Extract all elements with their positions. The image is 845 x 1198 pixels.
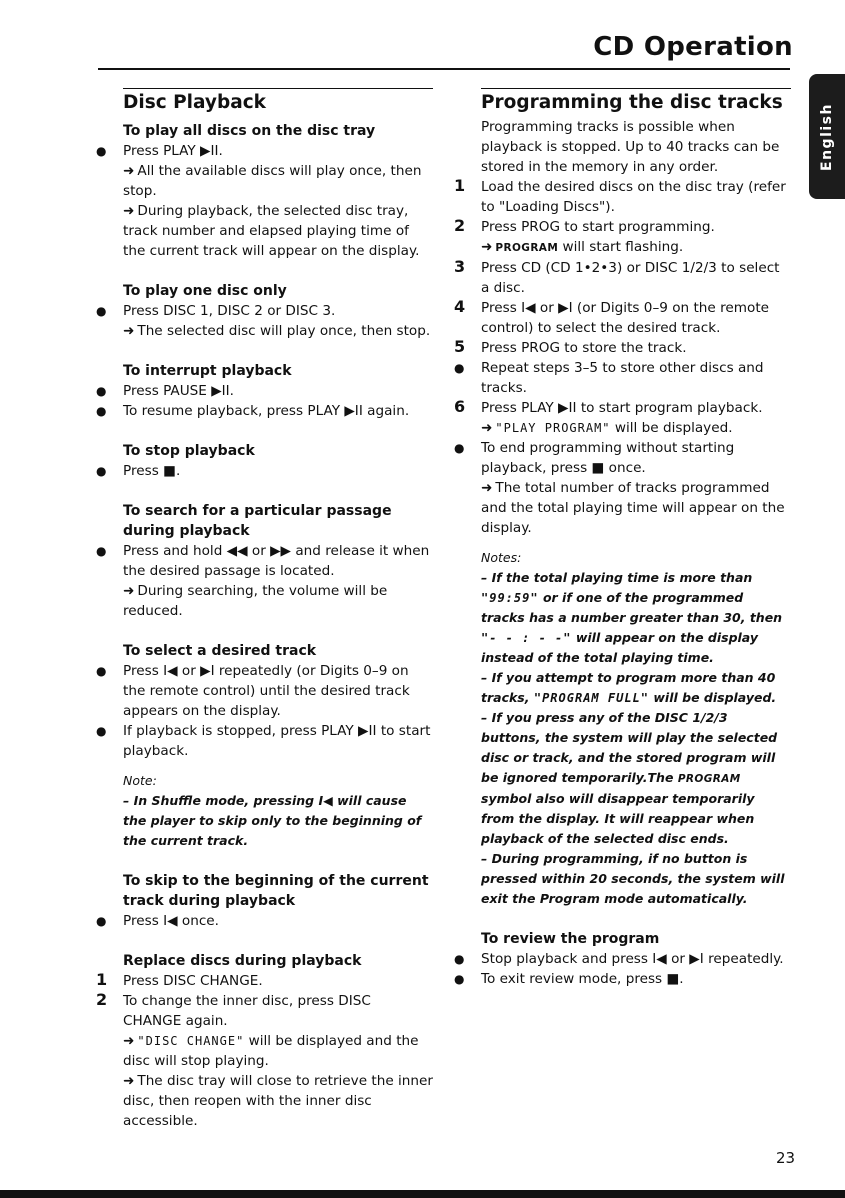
- display-readout: "- - : - -": [481, 631, 572, 645]
- display-readout: "PROGRAM FULL": [533, 691, 650, 705]
- notes-label: Notes:: [481, 550, 522, 565]
- bullet-item: ● Press PAUSE ▶II.: [123, 381, 433, 401]
- numbered-step: 1 Load the desired discs on the disc tray (refer to "Loading Discs").: [454, 176, 786, 215]
- note-text: – During programming, if no button is pressed within 20 seconds, the system will exit the Program mode automatically.: [481, 851, 785, 906]
- bullet-item: ● To resume playback, press PLAY ▶II again.: [123, 401, 433, 421]
- bullet-item: ● If playback is stopped, press PLAY ▶II to start playback.: [123, 721, 433, 761]
- section-title-programming: Programming the disc tracks: [481, 92, 783, 113]
- arrow-icon: ➜: [123, 323, 135, 339]
- arrow-icon: ➜: [481, 480, 493, 496]
- bullet-item: ● To end programming without starting playback, press ■ once.: [481, 438, 791, 478]
- bullet-item: ● Press ■.: [123, 461, 433, 481]
- arrow-icon: ➜: [123, 583, 135, 599]
- numbered-step: 2 To change the inner disc, press DISC CHANGE again.: [96, 990, 371, 1029]
- numbered-step: 1 Press DISC CHANGE.: [96, 970, 263, 989]
- note-text: – If the total playing time is more than "99:59" or if one of the programmed tracks has a number greater than 30, then "- - : - -" will appear on the display instead of the total playing time.: [481, 570, 783, 665]
- right-column: [454, 91, 791, 989]
- result-line: ➜ During searching, the volume will be reduced.: [123, 583, 388, 619]
- program-label: PROGRAM: [495, 242, 559, 254]
- numbered-step: 4 Press I◀ or ▶I (or Digits 0–9 on the remote control) to select the desired track.: [454, 297, 770, 336]
- numbered-step: 3 Press CD (CD 1•2•3) or DISC 1/2/3 to select a disc.: [454, 257, 780, 296]
- arrow-icon: ➜: [123, 163, 135, 179]
- bullet-item: ● Press DISC 1, DISC 2 or DISC 3.: [123, 301, 433, 321]
- program-label: PROGRAM: [677, 773, 741, 785]
- heading-review: To review the program: [481, 931, 660, 947]
- heading-select-track: To select a desired track: [123, 643, 317, 659]
- right-column-rule: [481, 88, 791, 89]
- note-text: – If you attempt to program more than 40 tracks, "PROGRAM FULL" will be displayed.: [481, 670, 777, 705]
- page-number: 23: [776, 1149, 796, 1167]
- bullet-item: ● Repeat steps 3–5 to store other discs and tracks.: [481, 358, 791, 398]
- result-line: ➜ The total number of tracks programmed and the total playing time will appear on the display.: [481, 480, 785, 536]
- result-line: ➜ "PLAY PROGRAM" will be displayed.: [481, 420, 733, 436]
- bullet-item: ● Press I◀ once.: [123, 911, 433, 931]
- note-text: – If you press any of the DISC 1/2/3 buttons, the system will play the selected disc or track, and the stored program will be ignored temporarily.The PROGRAM symbol also will disappear temporarily from the display. It will reappear when playback of the selected disc ends.: [481, 710, 778, 846]
- header-rule: [98, 68, 790, 70]
- arrow-icon: ➜: [481, 420, 493, 436]
- heading-search: To search for a particular passage during playback: [123, 503, 392, 539]
- section-title-disc-playback: Disc Playback: [123, 92, 266, 113]
- arrow-icon: ➜: [123, 1033, 135, 1049]
- result-line: ➜ During playback, the selected disc tray, track number and elapsed playing time of the current track will appear on the display.: [123, 203, 420, 259]
- numbered-step: 6 Press PLAY ▶II to start program playback.: [454, 397, 763, 416]
- result-line: ➜ The selected disc will play once, then stop.: [123, 323, 431, 339]
- heading-stop: To stop playback: [123, 443, 255, 459]
- numbered-step: 5 Press PROG to store the track.: [454, 337, 687, 356]
- bullet-item: ● Press I◀ or ▶I repeatedly (or Digits 0–9 on the remote control) until the desired track appears on the display.: [123, 661, 433, 721]
- heading-interrupt: To interrupt playback: [123, 363, 292, 379]
- bullet-item: ● Press and hold ◀◀ or ▶▶ and release it when the desired passage is located.: [123, 541, 433, 581]
- note-text: – In Shuffle mode, pressing I◀ will cause the player to skip only to the beginning of the current track.: [123, 793, 422, 848]
- numbered-step: 2 Press PROG to start programming.: [454, 216, 715, 235]
- arrow-icon: ➜: [123, 1073, 135, 1089]
- heading-play-one: To play one disc only: [123, 283, 287, 299]
- arrow-icon: ➜: [481, 239, 493, 255]
- intro-text: Programming tracks is possible when playback is stopped. Up to 40 tracks can be stored in the memory in any order.: [481, 119, 780, 175]
- left-column: [96, 91, 433, 1131]
- page-title: CD Operation: [593, 32, 793, 62]
- arrow-icon: ➜: [123, 203, 135, 219]
- bottom-bar: [0, 1190, 845, 1198]
- heading-skip: To skip to the beginning of the current track during playback: [123, 873, 429, 909]
- result-line: ➜ PROGRAM will start flashing.: [481, 239, 684, 255]
- display-readout: "PLAY PROGRAM": [495, 421, 611, 435]
- left-column-rule: [123, 88, 433, 89]
- bullet-item: ● Press PLAY ▶II.: [123, 141, 433, 161]
- heading-replace: Replace discs during playback: [123, 953, 362, 969]
- language-tab: English: [809, 74, 845, 199]
- heading-play-all: To play all discs on the disc tray: [123, 123, 376, 139]
- result-line: ➜ "DISC CHANGE" will be displayed and the disc will stop playing.: [123, 1033, 419, 1069]
- result-line: ➜ The disc tray will close to retrieve the inner disc, then reopen with the inner disc accessible.: [123, 1073, 433, 1129]
- display-readout: "DISC CHANGE": [137, 1034, 245, 1048]
- bullet-item: ● Stop playback and press I◀ or ▶I repeatedly.: [481, 949, 791, 969]
- display-readout: "99:59": [481, 591, 539, 605]
- note-label: Note:: [123, 773, 157, 788]
- bullet-item: ● To exit review mode, press ■.: [481, 969, 791, 989]
- result-line: ➜ All the available discs will play once, then stop.: [123, 163, 422, 199]
